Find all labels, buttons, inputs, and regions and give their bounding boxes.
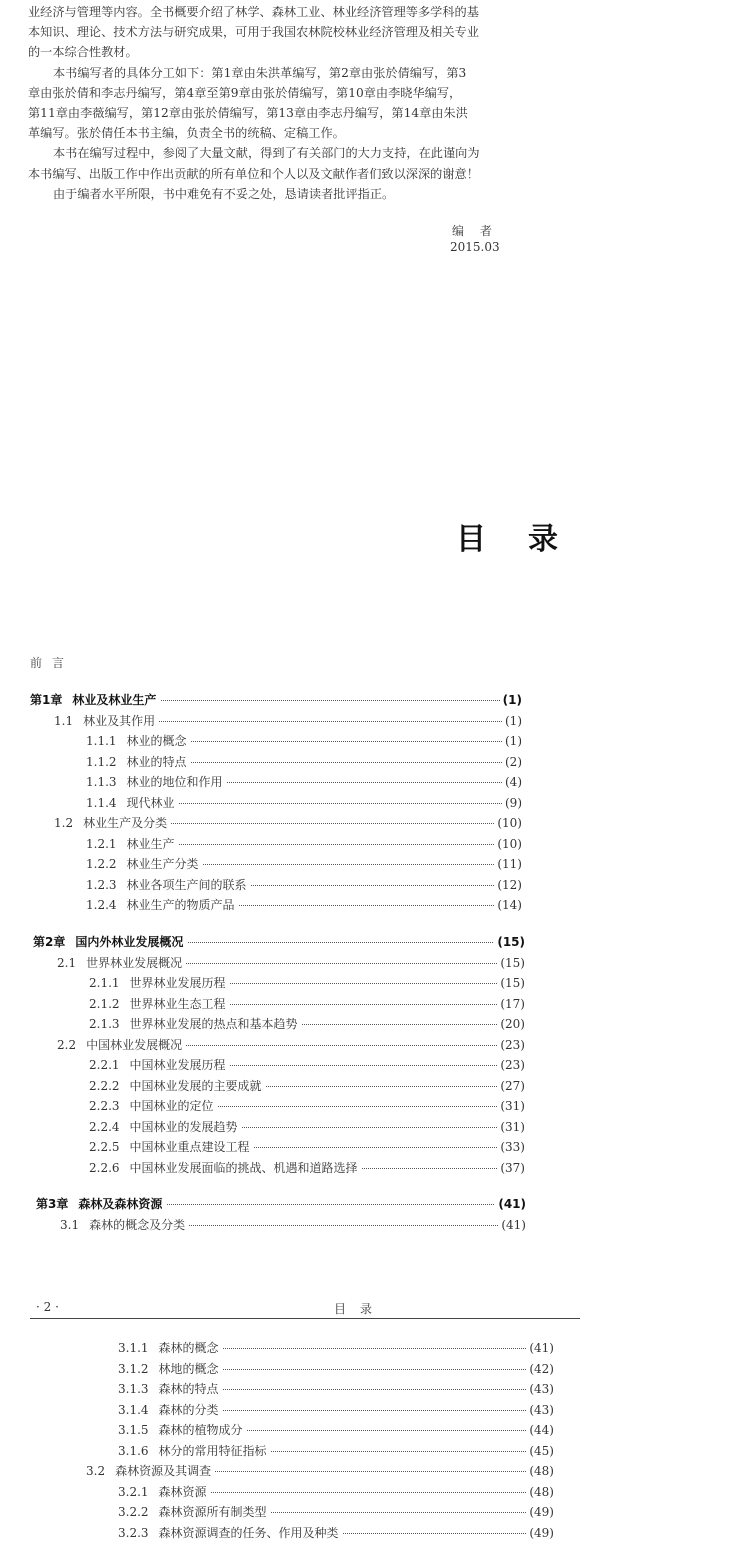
toc-subsection-entry[interactable]: [33, 1158, 525, 1179]
toc-entry-number: 3.1.6: [118, 1443, 149, 1458]
toc-entry-title: 林业及林业生产: [72, 693, 157, 707]
toc-entry-label: [54, 813, 171, 834]
toc-entry-number: 1.1.4: [86, 795, 117, 810]
preface-line: 的一本综合性教材。: [28, 45, 138, 60]
toc-entry-title: 中国林业发展的主要成就: [129, 1078, 262, 1093]
toc-entry-title: 林地的概念: [158, 1361, 219, 1376]
toc-section-entry[interactable]: [36, 1215, 526, 1236]
toc-subsection-entry[interactable]: [30, 752, 522, 773]
toc-page-number: (2): [502, 752, 522, 773]
toc-entry-title: 森林的概念: [158, 1341, 219, 1355]
toc-page-number: (48): [526, 1461, 554, 1482]
toc-page-number: (12): [494, 875, 522, 896]
toc-subsection-entry[interactable]: [30, 793, 522, 814]
toc-page-number: (11): [494, 854, 522, 875]
toc-page-number: (48): [526, 1482, 554, 1503]
toc-entry-number: 3.1.4: [118, 1402, 149, 1417]
toc-entry-title: 世界林业发展历程: [129, 976, 226, 990]
toc-subsection-entry[interactable]: [86, 1359, 554, 1380]
toc-entry-label: [36, 1194, 166, 1215]
toc-entry-label: [57, 1035, 186, 1056]
toc-entry-label: [89, 994, 230, 1015]
toc-page-number: (41): [526, 1338, 554, 1359]
toc-entry-number: 3.1: [60, 1217, 80, 1232]
toc-subsection-entry[interactable]: [33, 994, 525, 1015]
toc-entry-number: 2.1.2: [89, 996, 120, 1011]
toc-subsection-entry[interactable]: [30, 895, 522, 916]
toc-entry-label: [86, 895, 239, 916]
toc-page-2: [86, 1338, 554, 1543]
toc-entry-title: 森林资源: [158, 1484, 207, 1499]
toc-entry-label: [118, 1338, 223, 1359]
toc-page-number: (27): [497, 1076, 525, 1097]
toc-entry-title: 森林的概念及分类: [89, 1217, 186, 1232]
toc-entry-number: 1.2: [54, 816, 74, 830]
toc-entry-number: 2.2.1: [89, 1058, 120, 1072]
toc-entry-number: 2.2.2: [89, 1078, 120, 1093]
preface-line: 第11章由李薇编写，第12章由张於倩编写，第13章由李志丹编写，第14章由朱洪: [28, 106, 468, 121]
toc-subsection-entry[interactable]: [30, 772, 522, 793]
toc-page-number: (1): [502, 731, 522, 752]
toc-entry-title: 林业的特点: [126, 754, 187, 769]
toc-entry-number: 1.1.2: [86, 754, 117, 769]
toc-page-number: (41): [495, 1194, 526, 1215]
toc-page-number: (43): [526, 1400, 554, 1421]
toc-entry-label: [89, 1137, 254, 1158]
toc-page-number: (43): [526, 1379, 554, 1400]
signature: 编 者: [452, 224, 498, 238]
toc-entry-title: 中国林业发展概况: [86, 1037, 183, 1052]
toc-entry-title: 林业生产分类: [126, 857, 199, 871]
toc-page-number: (20): [497, 1014, 525, 1035]
toc-chapter-2: [33, 932, 525, 1178]
preface-line: 本书编写、出版工作中作出贡献的所有单位和个人以及文献作者们致以深深的谢意！: [28, 166, 479, 181]
toc-entry-title: 森林的植物成分: [158, 1423, 243, 1437]
preface-line: 本书编写者的具体分工如下：第1章由朱洪革编写，第2章由张於倩编写，第3: [53, 65, 467, 80]
toc-page-number: (14): [494, 895, 522, 916]
toc-subsection-entry[interactable]: [33, 1096, 525, 1117]
toc-entry-number: 2.2: [57, 1037, 77, 1052]
toc-page-number: (4): [502, 772, 522, 793]
toc-entry-label: [33, 932, 187, 953]
toc-page-number: (42): [526, 1359, 554, 1380]
toc-entry-title: 森林及森林资源: [78, 1197, 163, 1211]
toc-entry-label: [89, 973, 230, 994]
toc-entry-number: 1.2.3: [86, 877, 117, 892]
preface-line: 章由张於倩和李志丹编写，第4章至第9章由张於倩编写，第10章由李晓华编写，: [28, 85, 462, 100]
toc-chapter-entry[interactable]: [30, 690, 522, 711]
toc-page-number: (49): [526, 1502, 554, 1523]
toc-entry-number: 2.1: [57, 955, 77, 970]
toc-entry-number: 3.1.2: [118, 1361, 149, 1376]
toc-item-preface[interactable]: 前言: [30, 656, 75, 670]
toc-entry-label: [86, 854, 203, 875]
toc-subsection-entry[interactable]: [33, 1137, 525, 1158]
toc-entry-number: 2.2.6: [89, 1160, 120, 1175]
toc-subsection-entry[interactable]: [86, 1379, 554, 1400]
toc-section-entry[interactable]: [86, 1461, 554, 1482]
preface-line: 由于编者水平所限，书中难免有不妥之处，恳请读者批评指正。: [53, 186, 395, 201]
toc-subsection-entry[interactable]: [30, 875, 522, 896]
preface-line: 本书在编写过程中，参阅了大量文献，得到了有关部门的大力支持，在此谨向为: [53, 146, 480, 161]
toc-page-number: (33): [497, 1137, 525, 1158]
toc-subsection-entry[interactable]: [86, 1441, 554, 1462]
toc-entry-number: 第1章: [30, 693, 63, 707]
toc-chapter-entry[interactable]: [36, 1194, 526, 1215]
toc-entry-number: 第2章: [33, 935, 66, 949]
toc-entry-label: [118, 1420, 247, 1441]
toc-entry-title: 林业及其作用: [83, 713, 156, 728]
toc-page-number: (23): [497, 1055, 525, 1076]
toc-entry-label: [89, 1096, 218, 1117]
toc-entry-label: [30, 690, 160, 711]
toc-entry-label: [118, 1482, 211, 1503]
toc-entry-number: 1.2.1: [86, 836, 117, 851]
page-number: · 2 ·: [36, 1300, 59, 1314]
toc-section-entry[interactable]: [33, 1035, 525, 1056]
toc-page-number: (10): [494, 813, 522, 834]
toc-entry-label: [57, 953, 186, 974]
toc-entry-number: 3.2.1: [118, 1484, 149, 1499]
toc-entry-label: [86, 731, 191, 752]
toc-subsection-entry[interactable]: [86, 1502, 554, 1523]
toc-page-number: (31): [497, 1117, 525, 1138]
preface-line: 革编写。张於倩任本书主编，负责全书的统稿、定稿工作。: [28, 126, 345, 141]
toc-subsection-entry[interactable]: [33, 1117, 525, 1138]
toc-entry-number: 3.1.3: [118, 1382, 149, 1396]
toc-entry-title: 中国林业发展历程: [129, 1058, 226, 1072]
toc-entry-title: 世界林业生态工程: [129, 996, 226, 1011]
toc-entry-label: [86, 772, 227, 793]
toc-entry-label: [86, 793, 179, 814]
page-header-rule: [30, 1296, 580, 1319]
toc-entry-title: 林业的地位和作用: [126, 775, 223, 789]
toc-section-entry[interactable]: [33, 953, 525, 974]
toc-page-number: (37): [497, 1158, 525, 1179]
toc-page-number: (15): [494, 932, 525, 953]
toc-entry-title: 森林资源所有制类型: [158, 1505, 267, 1519]
toc-entry-number: 3.1.5: [118, 1423, 149, 1437]
toc-entry-label: [86, 1461, 215, 1482]
toc-subsection-entry[interactable]: [33, 1055, 525, 1076]
toc-page-number: (15): [497, 953, 525, 974]
toc-entry-title: 林业生产及分类: [83, 816, 168, 830]
toc-subsection-entry[interactable]: [30, 731, 522, 752]
toc-chapter-1: [30, 690, 522, 916]
toc-subsection-entry[interactable]: [33, 1014, 525, 1035]
toc-entry-number: 3.1.1: [118, 1341, 149, 1355]
toc-entry-number: 2.1.3: [89, 1017, 120, 1031]
toc-entry-title: 森林的特点: [158, 1382, 219, 1396]
toc-entry-number: 2.2.4: [89, 1119, 120, 1134]
toc-entry-number: 2.2.3: [89, 1099, 120, 1113]
toc-entry-number: 1.1: [54, 713, 74, 728]
toc-entry-title: 中国林业的发展趋势: [129, 1119, 238, 1134]
toc-entry-number: 2.1.1: [89, 976, 120, 990]
toc-entry-title: 林业的概念: [126, 734, 187, 748]
toc-page-number: (41): [498, 1215, 526, 1236]
toc-page-number: (49): [526, 1523, 554, 1544]
toc-entry-label: [60, 1215, 189, 1236]
preface-line: 本知识、理论、技术方法与研究成果，可用于我国农林院校林业经济管理及相关专业: [28, 25, 479, 40]
preface-line: 业经济与管理等内容。全书概要介绍了林学、森林工业、林业经济管理等多学科的基: [28, 5, 479, 19]
toc-subsection-entry[interactable]: [86, 1338, 554, 1359]
toc-title: 目录: [456, 522, 600, 557]
toc-entry-title: 森林的分类: [158, 1402, 219, 1417]
toc-page-number: (44): [526, 1420, 554, 1441]
toc-subsection-entry[interactable]: [86, 1400, 554, 1421]
toc-entry-label: [118, 1359, 223, 1380]
toc-entry-number: 1.2.2: [86, 857, 117, 871]
toc-entry-label: [89, 1117, 242, 1138]
toc-page-number: (23): [497, 1035, 525, 1056]
toc-page-number: (15): [497, 973, 525, 994]
toc-entry-title: 林业生产: [126, 836, 175, 851]
toc-chapter-entry[interactable]: [33, 932, 525, 953]
toc-entry-title: 森林资源调查的任务、作用及种类: [158, 1525, 339, 1540]
toc-page-number: (10): [494, 834, 522, 855]
toc-entry-label: [118, 1502, 271, 1523]
toc-page-number: (45): [526, 1441, 554, 1462]
toc-entry-label: [118, 1441, 271, 1462]
toc-entry-label: [54, 711, 159, 732]
toc-entry-number: 1.2.4: [86, 898, 117, 912]
toc-subsection-entry[interactable]: [30, 834, 522, 855]
toc-entry-title: 现代林业: [126, 795, 175, 810]
toc-entry-title: 森林资源及其调查: [115, 1464, 212, 1478]
toc-subsection-entry[interactable]: [33, 1076, 525, 1097]
toc-entry-number: 3.2: [86, 1464, 106, 1478]
toc-entry-number: 3.2.3: [118, 1525, 149, 1540]
toc-subsection-entry[interactable]: [30, 854, 522, 875]
toc-page-number: (9): [502, 793, 522, 814]
toc-entry-label: [86, 834, 179, 855]
toc-entry-title: 国内外林业发展概况: [75, 935, 184, 949]
toc-entry-title: 林分的常用特征指标: [158, 1443, 267, 1458]
toc-chapter-3: [36, 1194, 526, 1235]
toc-entry-title: 世界林业发展概况: [86, 955, 183, 970]
toc-entry-number: 1.1.3: [86, 775, 117, 789]
preface-date: 2015.03: [450, 240, 500, 254]
toc-entry-title: 中国林业的定位: [129, 1099, 214, 1113]
toc-entry-label: [89, 1055, 230, 1076]
running-header: 目录: [334, 1302, 387, 1316]
toc-entry-title: 中国林业发展面临的挑战、机遇和道路选择: [129, 1160, 358, 1175]
toc-page-number: (17): [497, 994, 525, 1015]
toc-entry-number: 1.1.1: [86, 734, 117, 748]
preface-text: [28, 2, 528, 204]
toc-entry-label: [86, 875, 251, 896]
toc-section-entry[interactable]: [30, 813, 522, 834]
toc-subsection-entry[interactable]: [86, 1523, 554, 1544]
toc-entry-number: 第3章: [36, 1197, 69, 1211]
toc-entry-label: [89, 1158, 362, 1179]
toc-section-entry[interactable]: [30, 711, 522, 732]
toc-entry-number: 2.2.5: [89, 1140, 120, 1154]
toc-entry-label: [89, 1076, 266, 1097]
toc-page-number: (1): [502, 711, 522, 732]
toc-entry-title: 中国林业重点建设工程: [129, 1140, 250, 1154]
toc-page-number: (1): [500, 690, 522, 711]
toc-entry-label: [118, 1379, 223, 1400]
toc-entry-title: 林业生产的物质产品: [126, 898, 235, 912]
toc-entry-label: [118, 1523, 343, 1544]
toc-entry-title: 世界林业发展的热点和基本趋势: [129, 1017, 298, 1031]
toc-entry-label: [89, 1014, 302, 1035]
toc-entry-title: 林业各项生产间的联系: [126, 877, 247, 892]
toc-page-number: (31): [497, 1096, 525, 1117]
toc-entry-label: [118, 1400, 223, 1421]
toc-entry-label: [86, 752, 191, 773]
toc-subsection-entry[interactable]: [86, 1482, 554, 1503]
toc-subsection-entry[interactable]: [86, 1420, 554, 1441]
toc-subsection-entry[interactable]: [33, 973, 525, 994]
toc-entry-number: 3.2.2: [118, 1505, 149, 1519]
